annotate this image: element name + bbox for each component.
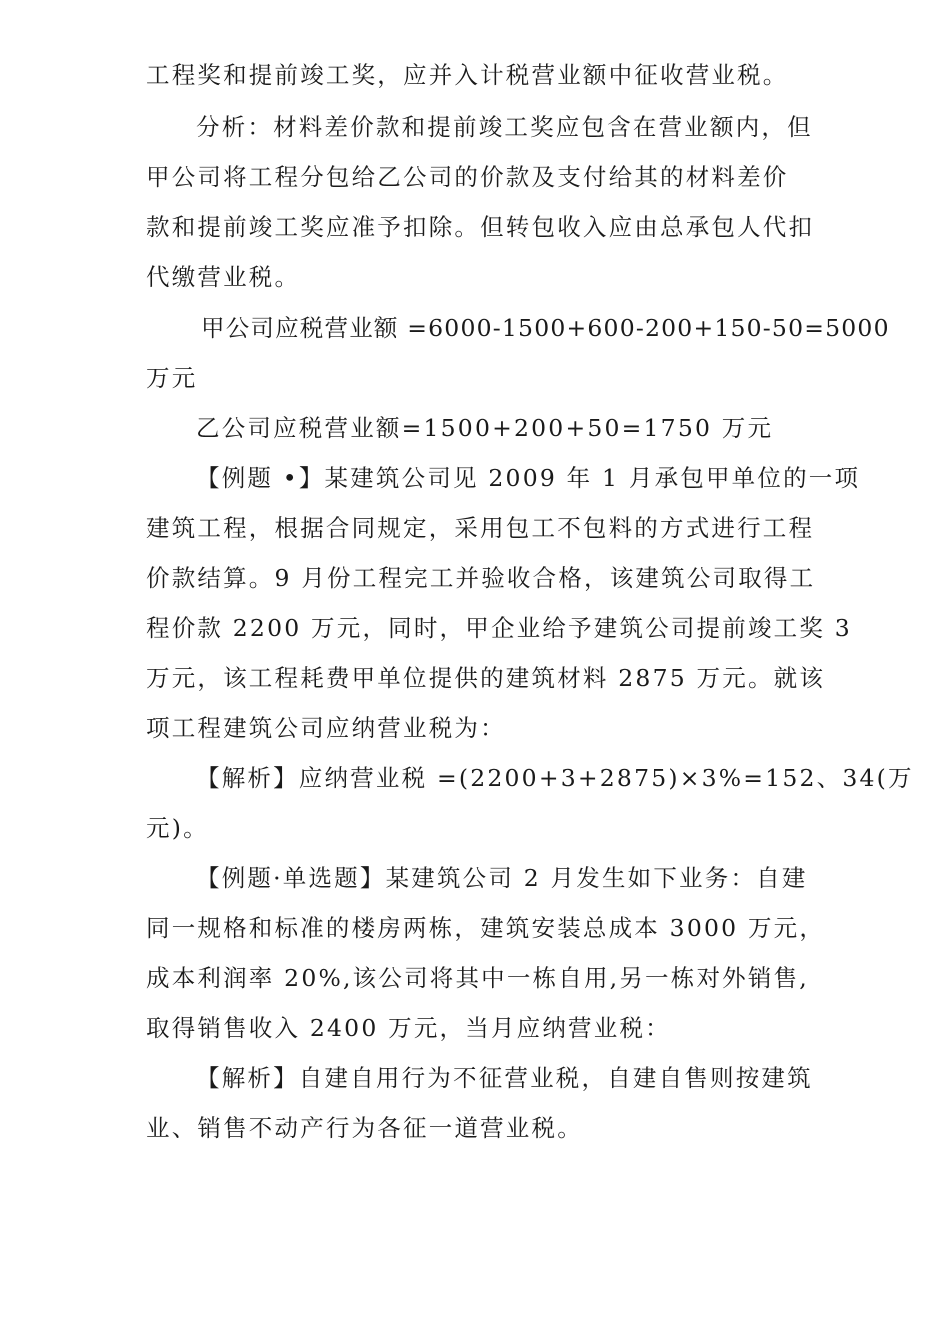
text-line: 成本利润率 20%,该公司将其中一栋自用,另一栋对外销售, — [146, 964, 809, 992]
example-heading-line: 【例题 •】某建筑公司见 2009 年 1 月承包甲单位的一项 — [196, 464, 861, 492]
formula-line: 乙公司应税营业额=1500+200+50=1750 万元 — [196, 414, 774, 442]
text-line: 万元，该工程耗费甲单位提供的建筑材料 2875 万元。就该 — [146, 664, 826, 692]
example-heading-line: 【例题·单选题】某建筑公司 2 月发生如下业务：自建 — [196, 864, 808, 892]
text-line: 建筑工程，根据合同规定，采用包工不包料的方式进行工程 — [146, 514, 815, 542]
text-line: 取得销售收入 2400 万元，当月应纳营业税： — [146, 1014, 671, 1042]
analysis-line: 【解析】自建自用行为不征营业税，自建自售则按建筑 — [196, 1064, 813, 1092]
text-line: 万元 — [146, 364, 198, 392]
text-line: 同一规格和标准的楼房两栋，建筑安装总成本 3000 万元， — [146, 914, 826, 942]
text-line: 甲公司将工程分包给乙公司的价款及支付给其的材料差价 — [146, 163, 789, 191]
text-line: 业、销售不动产行为各征一道营业税。 — [146, 1114, 583, 1142]
text-line: 程价款 2200 万元，同时，甲企业给予建筑公司提前竣工奖 3 — [146, 614, 852, 642]
text-line: 价款结算。9 月份工程完工并验收合格，该建筑公司取得工 — [146, 564, 816, 592]
text-line: 项工程建筑公司应纳营业税为： — [146, 714, 506, 742]
formula-line: 甲公司应税营业额 =6000-1500+600-200+150-50=5000 — [201, 314, 890, 342]
text-line: 代缴营业税。 — [146, 263, 301, 291]
text-line: 元)。 — [146, 814, 209, 842]
analysis-line: 【解析】应纳营业税 =(2200+3+2875)×3%=152、34(万 — [196, 764, 914, 792]
text-line: 工程奖和提前竣工奖，应并入计税营业额中征收营业税。 — [146, 61, 789, 89]
text-line: 分析：材料差价款和提前竣工奖应包含在营业额内，但 — [196, 113, 813, 141]
text-line: 款和提前竣工奖应准予扣除。但转包收入应由总承包人代扣 — [146, 213, 815, 241]
